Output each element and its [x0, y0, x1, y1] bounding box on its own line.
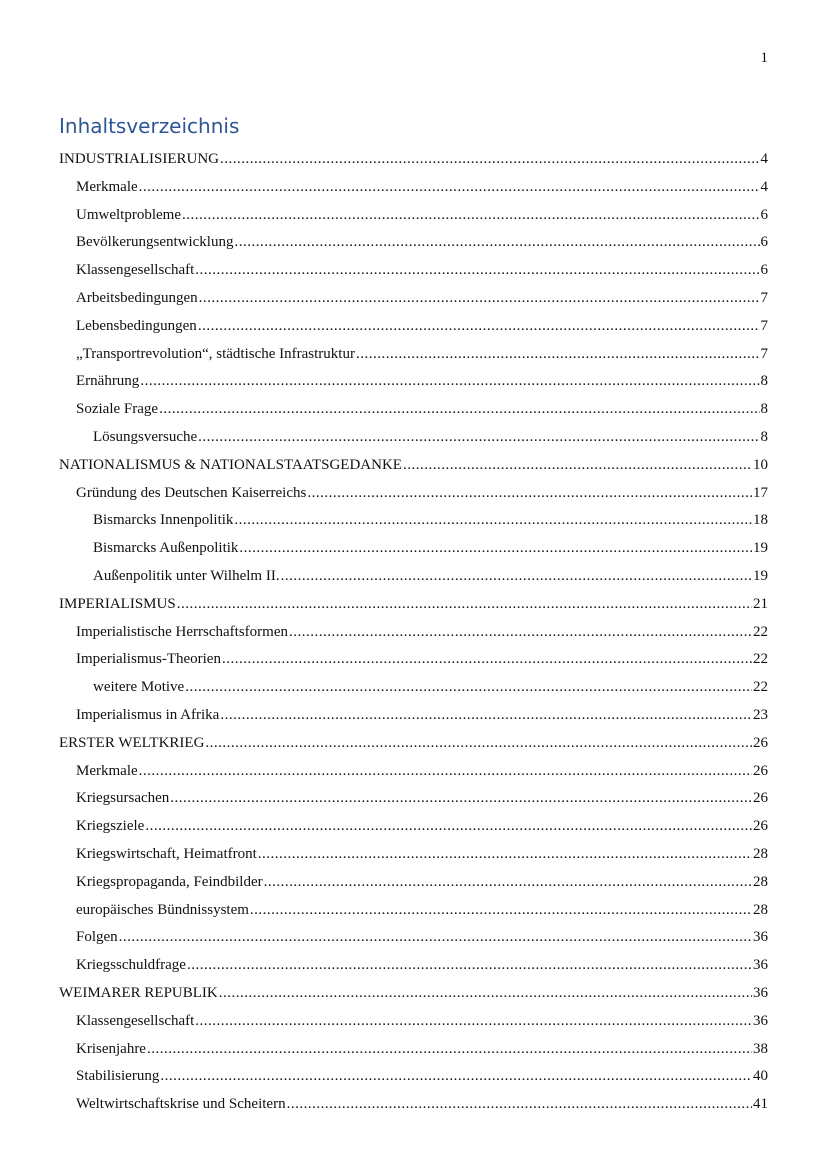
toc-entry-page: 26 — [753, 790, 768, 807]
toc-entry[interactable] — [59, 952, 768, 980]
toc-entry[interactable] — [59, 229, 768, 257]
toc-entry[interactable] — [59, 758, 768, 786]
toc-entry[interactable] — [59, 202, 768, 230]
toc-entry[interactable] — [59, 730, 768, 758]
toc-dot-leader — [159, 396, 759, 424]
toc-dot-leader — [220, 702, 752, 730]
toc-entry[interactable] — [59, 424, 768, 452]
toc-dot-leader — [119, 924, 752, 952]
toc-entry-label: Weltwirtschaftskrise und Scheitern — [76, 1096, 286, 1113]
toc-dot-leader — [195, 1008, 752, 1036]
toc-entry-page: 41 — [753, 1096, 768, 1113]
toc-dot-leader — [198, 424, 759, 452]
toc-dot-leader — [139, 758, 752, 786]
toc-entry[interactable] — [59, 702, 768, 730]
toc-entry-label: WEIMARER REPUBLIK — [59, 984, 218, 1001]
toc-entry-label: Kriegspropaganda, Feindbilder — [76, 873, 263, 890]
toc-entry[interactable] — [59, 1063, 768, 1091]
table-of-contents — [59, 146, 768, 1119]
toc-entry-page: 6 — [760, 206, 768, 223]
toc-entry[interactable] — [59, 174, 768, 202]
toc-entry-page: 26 — [753, 762, 768, 779]
toc-entry-page: 22 — [753, 679, 768, 696]
toc-entry[interactable] — [59, 1091, 768, 1119]
toc-entry[interactable] — [59, 619, 768, 647]
toc-entry-page: 28 — [753, 873, 768, 890]
toc-entry[interactable] — [59, 980, 768, 1008]
toc-entry[interactable] — [59, 563, 768, 591]
toc-entry-label: Umweltprobleme — [76, 206, 181, 223]
toc-entry[interactable] — [59, 841, 768, 869]
toc-entry-label: NATIONALISMUS & NATIONALSTAATSGEDANKE — [59, 456, 402, 473]
toc-dot-leader — [199, 285, 760, 313]
toc-dot-leader — [234, 229, 759, 257]
toc-entry[interactable] — [59, 257, 768, 285]
toc-entry-page: 6 — [760, 262, 768, 279]
toc-entry[interactable] — [59, 396, 768, 424]
toc-entry-page: 17 — [753, 484, 768, 501]
toc-dot-leader — [198, 313, 760, 341]
toc-entry-label: Merkmale — [76, 762, 138, 779]
toc-entry-label: Ernährung — [76, 373, 140, 390]
toc-entry[interactable] — [59, 897, 768, 925]
toc-entry-page: 36 — [753, 1012, 768, 1029]
toc-entry-label: ERSTER WELTKRIEG — [59, 734, 205, 751]
toc-entry-label: Bismarcks Außenpolitik — [93, 540, 239, 557]
toc-entry-label: Außenpolitik unter Wilhelm II. — [93, 567, 280, 584]
toc-entry[interactable] — [59, 1036, 768, 1064]
toc-entry-label: „Transportrevolution“, städtische Infrastruktur — [76, 345, 355, 362]
toc-entry-page: 21 — [753, 595, 768, 612]
toc-dot-leader — [195, 257, 759, 285]
toc-entry-label: Kriegsschuldfrage — [76, 957, 186, 974]
toc-dot-leader — [403, 452, 752, 480]
toc-entry-label: Imperialismus-Theorien — [76, 651, 221, 668]
page-number: 1 — [760, 50, 768, 66]
toc-entry-page: 8 — [760, 401, 768, 418]
toc-entry-page: 8 — [760, 373, 768, 390]
toc-entry[interactable] — [59, 313, 768, 341]
toc-entry-label: INDUSTRIALISIERUNG — [59, 151, 219, 167]
toc-entry-page: 22 — [753, 623, 768, 640]
toc-entry-label: weitere Motive — [93, 679, 185, 696]
toc-dot-leader — [160, 1063, 752, 1091]
toc-entry-label: Folgen — [76, 929, 118, 946]
toc-entry-label: Bevölkerungsentwicklung — [76, 234, 234, 251]
toc-entry-page: 36 — [753, 984, 768, 1001]
toc-dot-leader — [139, 174, 760, 202]
toc-entry-label: Imperialistische Herrschaftsformen — [76, 623, 288, 640]
toc-dot-leader — [185, 674, 752, 702]
toc-entry[interactable] — [59, 674, 768, 702]
toc-dot-leader — [187, 952, 752, 980]
toc-entry-page: 4 — [760, 151, 768, 167]
toc-dot-leader — [170, 785, 752, 813]
toc-entry[interactable] — [59, 480, 768, 508]
toc-dot-leader — [145, 813, 752, 841]
toc-entry-label: Klassengesellschaft — [76, 1012, 195, 1029]
toc-entry-label: Imperialismus in Afrika — [76, 706, 220, 723]
toc-entry[interactable] — [59, 869, 768, 897]
toc-dot-leader — [220, 146, 760, 174]
toc-entry-label: Kriegswirtschaft, Heimatfront — [76, 845, 257, 862]
toc-entry-label: Soziale Frage — [76, 401, 159, 418]
toc-dot-leader — [239, 535, 752, 563]
toc-dot-leader — [219, 980, 752, 1008]
toc-entry-label: Klassengesellschaft — [76, 262, 195, 279]
toc-entry-label: Lebensbedingungen — [76, 317, 197, 334]
toc-entry-page: 6 — [760, 234, 768, 251]
toc-dot-leader — [281, 563, 752, 591]
toc-entry[interactable] — [59, 368, 768, 396]
toc-entry[interactable] — [59, 535, 768, 563]
toc-entry[interactable] — [59, 1008, 768, 1036]
toc-entry-label: Stabilisierung — [76, 1068, 160, 1085]
toc-entry[interactable] — [59, 452, 768, 480]
toc-entry-page: 18 — [753, 512, 768, 529]
toc-entry-page: 26 — [753, 818, 768, 835]
toc-entry-page: 8 — [760, 428, 768, 445]
toc-dot-leader — [289, 619, 752, 647]
toc-entry-page: 10 — [753, 456, 768, 473]
toc-entry-label: Merkmale — [76, 178, 138, 195]
toc-entry-page: 28 — [753, 845, 768, 862]
toc-entry-page: 38 — [753, 1040, 768, 1057]
toc-entry-page: 22 — [753, 651, 768, 668]
toc-entry-page: 7 — [760, 345, 768, 362]
toc-entry-page: 28 — [753, 901, 768, 918]
toc-entry-page: 40 — [753, 1068, 768, 1085]
toc-dot-leader — [250, 897, 752, 925]
toc-entry-page: 36 — [753, 957, 768, 974]
toc-entry-label: Lösungsversuche — [93, 428, 198, 445]
toc-entry[interactable] — [59, 341, 768, 369]
toc-dot-leader — [356, 341, 760, 369]
toc-entry-label: Krisenjahre — [76, 1040, 146, 1057]
toc-entry-page: 19 — [753, 540, 768, 557]
toc-dot-leader — [287, 1091, 752, 1119]
toc-entry-label: Gründung des Deutschen Kaiserreichs — [76, 484, 307, 501]
toc-title: Inhaltsverzeichnis — [59, 114, 240, 138]
toc-dot-leader — [140, 368, 759, 396]
toc-dot-leader — [177, 591, 752, 619]
toc-entry-label: Kriegsursachen — [76, 790, 170, 807]
toc-entry-label: Arbeitsbedingungen — [76, 289, 198, 306]
toc-entry[interactable] — [59, 591, 768, 619]
toc-dot-leader — [264, 869, 752, 897]
toc-entry-page: 4 — [760, 178, 768, 195]
toc-entry[interactable] — [59, 924, 768, 952]
toc-dot-leader — [307, 480, 752, 508]
toc-dot-leader — [147, 1036, 752, 1064]
toc-entry[interactable] — [59, 813, 768, 841]
toc-dot-leader — [234, 507, 752, 535]
toc-entry-page: 23 — [753, 706, 768, 723]
toc-entry[interactable] — [59, 646, 768, 674]
toc-entry[interactable] — [59, 507, 768, 535]
toc-entry-label: Bismarcks Innenpolitik — [93, 512, 234, 529]
toc-entry-page: 7 — [760, 289, 768, 306]
toc-dot-leader — [182, 202, 760, 230]
toc-entry-page: 19 — [753, 567, 768, 584]
toc-entry-page: 7 — [760, 317, 768, 334]
toc-dot-leader — [258, 841, 752, 869]
toc-dot-leader — [222, 646, 752, 674]
toc-entry[interactable] — [59, 785, 768, 813]
toc-entry-page: 26 — [753, 734, 768, 751]
toc-entry-label: europäisches Bündnissystem — [76, 901, 249, 918]
toc-entry-label: Kriegsziele — [76, 818, 145, 835]
toc-entry[interactable] — [59, 285, 768, 313]
toc-dot-leader — [205, 730, 752, 758]
toc-entry[interactable] — [59, 146, 768, 174]
toc-entry-label: IMPERIALISMUS — [59, 595, 176, 612]
toc-entry-page: 36 — [753, 929, 768, 946]
